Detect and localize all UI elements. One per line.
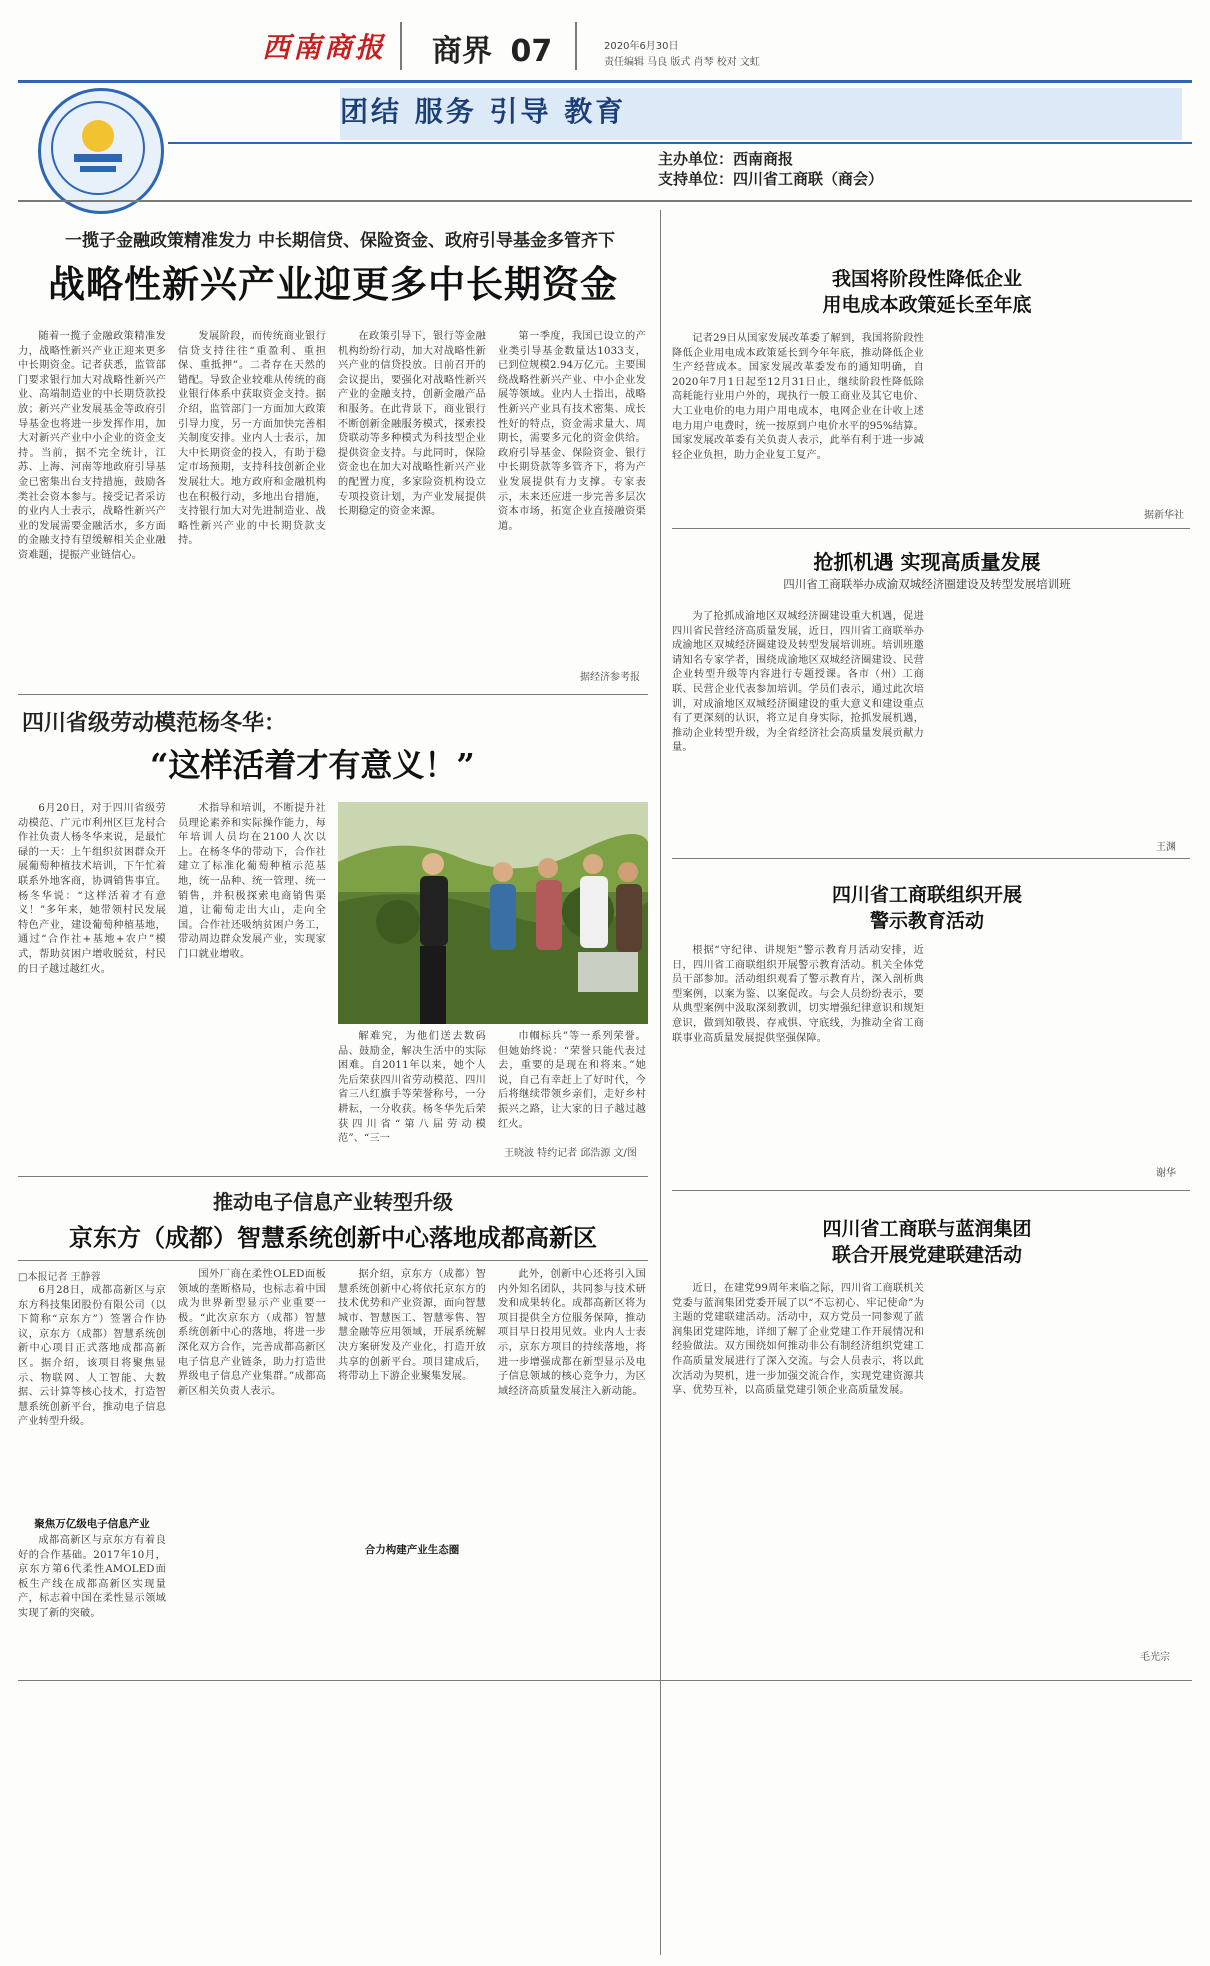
boe-col3b: [338, 1560, 486, 1664]
header-divider: [400, 22, 402, 70]
boe-col4: 此外，创新中心还将引入国内外知名团队，共同参与技术研发和成果转化。成都高新区将为项目提供全方位服务保障，推动项目早日投用见效。业内人士表示，京东方项目的持续落地，将进一步增强成都在新型显示及电子信息领域的核心竞争力，为区域经济高质量发展注入新动能。: [498, 1269, 646, 1397]
vineyard-photo: [338, 802, 648, 1024]
boe-col1: 6月28日，成都高新区与京东方科技集团股份有限公司（以下简称“京东方”）签署合作协议，京东方（成都）智慧系统创新中心项目正式落地成都高新区。据介绍，该项目将聚焦显示、物联网、人工智能、大数据、云计算等核心技术，打造智慧系统创新平台，推动电子信息产业转型升级。: [18, 1285, 166, 1428]
worker-col4: 巾帼标兵”等一系列荣誉。但她始终说：“荣誉只能代表过去，重要的是现在和将来。”她说，自己有幸赶上了好时代，今后将继续带领乡亲们，走好乡村振兴之路，让大家的日子越过越红火。: [498, 1031, 646, 1130]
right4-body-cont: [934, 1282, 1186, 1642]
right2-headline: 抢抓机遇 实现高质量发展: [813, 550, 1041, 574]
worker-headline: “这样活着才有意义！”: [150, 746, 475, 784]
divider: [18, 1260, 648, 1261]
boe-col3-subhead: 合力构建产业生态圈: [364, 1544, 460, 1556]
divider: [672, 528, 1190, 529]
right1-byline: 据新华社: [1144, 510, 1184, 521]
worker-byline: 王晓波 特约记者 邱浩源 文/图: [504, 1148, 637, 1159]
right1-body: 记者29日从国家发展改革委了解到，我国将阶段性降低企业用电成本政策延长到今年年底，推动降低企业生产经营成本。国家发展改革委发布的通知明确，自2020年7月1日起至12月31日止，继续阶段性降低除高耗能行业用户外的，现执行一般工商业及其它电价、大工业电价的电力用户用电成本，电网企业在计收上述电力用户电费时，统一按原到户电价水平的95%结算。国家发展改革委有关负责人表示，此举有利于进一步减轻企业负担，助力企业复工复产。: [672, 333, 924, 461]
right2-subtitle: 四川省工商联举办成渝双城经济圈建设及转型发展培训班: [783, 577, 1071, 591]
worker-kicker: 四川省级劳动模范杨冬华：: [22, 710, 287, 736]
footer-rule: [18, 1680, 1192, 1681]
right4-headline-1: 四川省工商联与蓝润集团: [822, 1218, 1032, 1240]
divider: [18, 694, 648, 695]
right2-byline: 王渊: [1156, 842, 1176, 853]
right3-body-cont: [934, 944, 1186, 1160]
lead-byline: 据经济参考报: [580, 672, 640, 683]
right3-headline-2: 警示教育活动: [869, 910, 984, 932]
section-title: [432, 26, 552, 70]
section-name: 商界: [432, 34, 492, 69]
issue-date: 2020年6月30日: [604, 41, 679, 52]
paper-name-logo: 西南商报: [262, 31, 387, 64]
worker-col3: 解难究，为他们送去数码品、鼓励金，解决生活中的实际困难。自2011年以来，她个人先后荣获四川省劳动模范、四川省三八红旗手等荣誉称号，一分耕耘，一分收获。杨冬华先后荣获四川省“第八届劳动模范”、“三一: [338, 1031, 486, 1145]
right2-body-cont: [934, 610, 1186, 830]
right1-body-cont: [934, 332, 1186, 502]
boe-headline: 京东方（成都）智慧系统创新中心落地成都高新区: [69, 1223, 597, 1252]
lead-kicker: 一揽子金融政策精准发力 中长期信贷、保险资金、政府引导基金多管齐下: [65, 231, 615, 251]
boe-reporter: □本报记者 王静蓉: [18, 1272, 101, 1283]
header-rule: [18, 200, 1192, 202]
right3-headline-1: 四川省工商联组织开展: [831, 884, 1022, 906]
right4-body: 近日，在建党99周年来临之际，四川省工商联机关党委与蓝润集团党委开展了以“不忘初心、牢记使命”为主题的党建联建活动。活动中，双方党员一同参观了蓝润集团党建阵地，详细了解了企业党建工作开展情况和经验做法。双方围绕如何推动非公有制经济组织党建工作高质量发展进行了深入交流。与会人员表示，将以此次活动为契机，进一步加强交流合作，实现党建资源共享、优势互补，以高质量党建引领企业高质量发展。: [672, 1283, 924, 1397]
banner-slogan: 团结 服务 引导 教育: [340, 95, 627, 128]
lead-col1: 随着一揽子金融政策精准发力，战略性新兴产业正迎来更多中长期资金。记者获悉，监管部门要求银行加大对战略性新兴产业、高端制造业的中长期贷款投放；新兴产业发展基金等政府引导基金也将进一步发挥作用，加大对新兴产业中小企业的资金支持。当前，据不完全统计，江苏、上海、河南等地政府引导基金已密集出台支持措施，鼓励各类社会资本参与。接受记者采访的业内人士表示，战略性新兴产业的发展需要金融活水，多方面的金融支持有望缓解相关企业融资难题，提振产业链信心。: [18, 331, 166, 561]
divider: [18, 1176, 648, 1177]
lead-headline: 战略性新兴产业迎更多中长期资金: [48, 263, 618, 306]
supporter: 支持单位：四川省工商联（商会）: [658, 170, 884, 188]
right4-headline-2: 联合开展党建联建活动: [831, 1244, 1022, 1266]
right1-headline-1: 我国将阶段性降低企业: [831, 268, 1022, 290]
divider: [672, 858, 1190, 859]
lead-col4: 第一季度，我国已设立的产业类引导基金数量达1033支，已到位规模2.94万亿元。主要围绕战略性新兴产业、中小企业发展等领域。业内人士指出，战略性新兴产业具有技术密集、成长性好的特点，资金需求量大、周期长，需要多元化的资金供给。政府引导基金、保险资金、银行中长期贷款等多管齐下，将为产业发展提供有力支撑。专家表示，未来还应进一步完善多层次资本市场，拓宽企业直接融资渠道。: [498, 331, 646, 532]
boe-kicker: 推动电子信息产业转型升级: [213, 1190, 453, 1214]
boe-col1b: 成都高新区与京东方有着良好的合作基础。2017年10月，京东方第6代柔性AMOLED面板生产线在成都高新区实现量产，标志着中国在柔性显示领域实现了新的突破。: [18, 1535, 166, 1619]
page-number: 07: [510, 34, 553, 69]
right4-byline: 毛光宗: [1140, 1652, 1170, 1663]
editor-credits: 责任编辑 马良 版式 肖琴 校对 文虹: [604, 57, 760, 68]
federation-emblem-icon: [38, 88, 164, 214]
right3-byline: 谢华: [1156, 1168, 1176, 1179]
boe-col3: 据介绍，京东方（成都）智慧系统创新中心将依托京东方的技术优势和产业资源，面向智慧城市、智慧医工、智慧零售、智慧金融等应用领域，开展系统解决方案研发及产业化，打造开放共享的创新平台。项目建成后，将带动上下游企业聚集发展。: [338, 1269, 486, 1383]
header-divider-2: [575, 22, 577, 70]
column-divider: [660, 210, 661, 1955]
lead-col2: 发展阶段，而传统商业银行信贷支持往往“重盈利、重担保、重抵押”。二者存在天然的错配。导致企业较难从传统的商业银行体系中获取资金支持。据介绍，监管部门一方面加大政策引导力度，另一方面加快完善相关制度安排。业内人士表示，加大中长期资金的投入，有助于稳定市场预期，支持科技创新企业发展壮大。地方政府和金融机构也在积极行动，多地出台措施，支持银行加大对先进制造业、战略性新兴产业的中长期贷款支持。: [178, 331, 326, 547]
lead-col3: 在政策引导下，银行等金融机构纷纷行动，加大对战略性新兴产业的信贷投放。日前召开的会议提出，要强化对战略性新兴产业的金融支持，创新金融产品和服务。在此背景下，商业银行不断创新金融服务模式，探索投贷联动等多种模式为科技型企业提供资金支持。与此同时，保险资金也在加大对战略性新兴产业的配置力度，多家险资机构设立专项投资计划，为产业发展提供长期稳定的资金来源。: [338, 331, 486, 518]
organizer: 主办单位：西南商报: [658, 150, 794, 168]
right3-body: 根据“守纪律、讲规矩”警示教育月活动安排，近日，四川省工商联组织开展警示教育活动。机关全体党员干部参加。活动组织观看了警示教育片，深入剖析典型案例，以案为鉴、以案促改。与会人员纷纷表示，要从典型案例中汲取深刻教训，切实增强纪律意识和规矩意识，做到知敬畏、存戒惧、守底线，为推动全省工商联事业高质量发展提供坚强保障。: [672, 945, 924, 1044]
worker-col2: 术指导和培训，不断提升社员理论素养和实际操作能力，每年培训人员均在2100人次以上。在杨冬华的带动下，合作社建立了标准化葡萄种植示范基地，统一品种、统一管理、统一销售，并积极探索电商销售渠道，让葡萄走出大山，走向全国。合作社还吸纳贫困户务工，带动周边群众发展产业，实现家门口就业增收。: [178, 803, 326, 960]
banner: [18, 80, 1192, 180]
boe-col1-subhead: 聚焦万亿级电子信息产业: [34, 1518, 150, 1530]
right2-body: 为了抢抓成渝地区双城经济圈建设重大机遇，促进四川省民营经济高质量发展，近日，四川省工商联举办成渝地区双城经济圈建设及转型发展培训班。培训班邀请知名专家学者，围绕成渝地区双城经济圈建设、民营企业转型升级等内容进行专题授课。各市（州）工商联、民营企业代表参加培训。学员们表示，通过此次培训，对成渝地区双城经济圈建设的重大意义和建设重点有了更深刻的认识，将立足自身实际，抢抓发展机遇，推动企业转型升级，为全省经济社会高质量发展贡献力量。: [672, 611, 924, 754]
divider: [672, 1190, 1190, 1191]
worker-col1: 6月20日，对于四川省级劳动模范、广元市利州区巨龙村合作社负责人杨冬华来说，是最忙碌的一天：上午组织贫困群众开展葡萄种植技术培训，下午忙着联系外地客商，协调销售事宜。杨冬华说：“这样活着才有意义！”多年来，她带领村民发展特色产业，建设葡萄种植基地，通过“合作社+基地+农户”模式，帮助贫困户增收脱贫，村民的日子越过越红火。: [18, 803, 166, 975]
right1-headline-2: 用电成本政策延长至年底: [822, 294, 1032, 316]
boe-col2: 国外厂商在柔性OLED面板领域的垄断格局，也标志着中国成为世界新型显示产业重要一极。“此次京东方（成都）智慧系统创新中心的落地，将进一步深化双方合作，完善成都高新区电子信息产业链条，助力打造世界级电子信息产业集群。”成都高新区相关负责人表示。: [178, 1269, 326, 1397]
